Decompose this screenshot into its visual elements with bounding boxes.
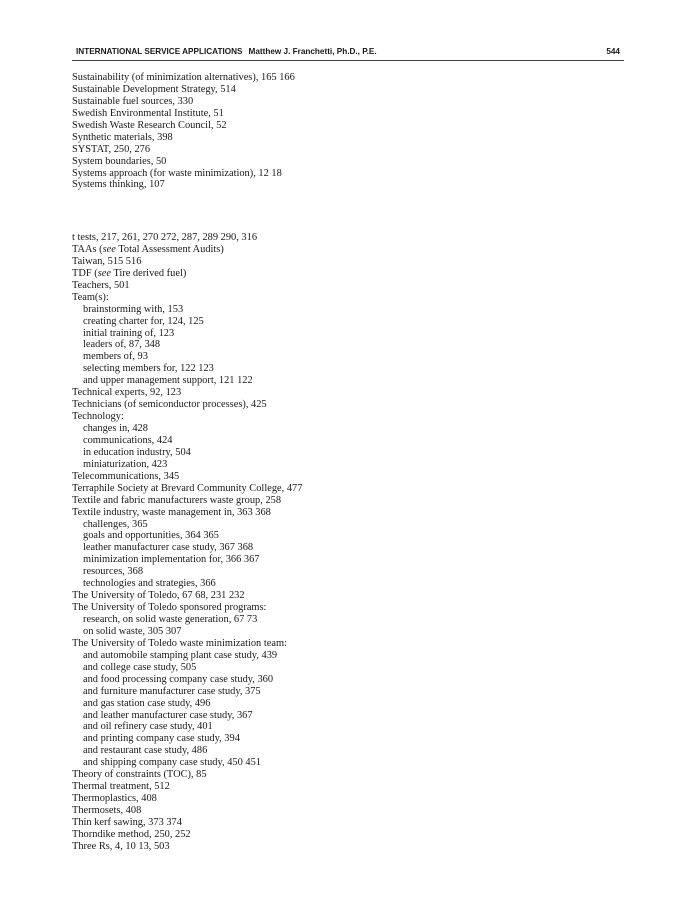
index-subentry: creating charter for, 124, 125 [83, 315, 204, 327]
index-entry: Thermosets, 408 [72, 805, 142, 816]
entry-text: TAAs ( [72, 243, 103, 255]
running-header [72, 44, 624, 61]
see-reference: see [97, 267, 111, 279]
index-subentry: and gas station case study, 496 [83, 697, 211, 709]
index-subentry: goals and opportunities, 364 365 [83, 530, 219, 542]
index-entry [72, 268, 632, 280]
index-subentry: research, on solid waste generation, 67 73 [83, 614, 258, 625]
index-entry: Sustainable fuel sources, 330 [72, 95, 194, 107]
index-subentry: and restaurant case study, 486 [83, 745, 208, 757]
index-subentry: initial training of, 123 [83, 327, 175, 339]
index-entry: Swedish Environmental Institute, 51 [72, 107, 224, 119]
index-subentry: changes in, 428 [83, 423, 148, 434]
index-entry: Terraphile Society at Brevard Community College, 477 [72, 482, 303, 494]
index-entry: Swedish Waste Research Council, 52 [72, 119, 227, 131]
index-entry: The University of Toledo waste minimization team: [72, 637, 287, 649]
index-entry: SYSTAT, 250, 276 [72, 143, 151, 155]
index-entry: Thermoplastics, 408 [72, 793, 157, 805]
index-subentry: and oil refinery case study, 401 [83, 721, 213, 733]
index-entry: Systems thinking, 107 [72, 179, 165, 191]
index-subentry: resources, 368 [83, 566, 144, 578]
index-subentry: miniaturization, 423 [83, 458, 168, 470]
index-subentry: in education industry, 504 [83, 446, 191, 458]
index-entry: The University of Toledo, 67 68, 231 232 [72, 590, 245, 602]
index-entry: Textile and fabric manufacturers waste group, 258 [72, 494, 282, 506]
index-subentry: minimization implementation for, 366 367 [83, 554, 260, 566]
index-entry: Teachers, 501 [72, 279, 130, 291]
index-subentry: and automobile stamping plant case study, 439 [83, 649, 278, 661]
index-entry: Technology: [72, 411, 124, 423]
entry-text: Tire derived fuel) [110, 267, 187, 279]
index-entry [72, 244, 632, 256]
index-entry: Sustainability (of minimization alternatives), 165 166 [72, 72, 295, 83]
index-subentry: leaders of, 87, 348 [83, 339, 161, 351]
index-entry: Thorndike method, 250, 252 [72, 828, 191, 840]
entry-text: TDF ( [72, 267, 98, 279]
index-subentry: and furniture manufacturer case study, 375 [83, 685, 261, 697]
index-entry: Thin kerf sawing, 373 374 [72, 816, 182, 828]
index-entry: Sustainable Development Strategy, 514 [72, 83, 236, 95]
page-number: 544 [606, 47, 620, 56]
index-subentry: leather manufacturer case study, 367 368 [83, 542, 254, 554]
index-entry: Telecommunications, 345 [72, 470, 180, 482]
index-subentry: and college case study, 505 [83, 661, 197, 673]
index-entry: Three Rs, 4, 10 13, 503 [72, 840, 170, 852]
index-subentry: communications, 424 [83, 434, 173, 446]
index-entry: The University of Toledo sponsored programs: [72, 602, 267, 614]
header-author: Matthew J. Franchetti, Ph.D., P.E. [248, 47, 377, 56]
index-entry: Technical experts, 92, 123 [72, 387, 182, 399]
index-entry: Technicians (of semiconductor processes), 425 [72, 399, 267, 411]
index-entry: Taiwan, 515 516 [72, 255, 142, 267]
index-entry: System boundaries, 50 [72, 155, 167, 167]
index-subentry: and leather manufacturer case study, 367 [83, 709, 253, 721]
index-subentry: and food processing company case study, 360 [83, 673, 274, 685]
index-subentry: and upper management support, 121 122 [83, 375, 253, 387]
index-subentry: technologies and strategies, 366 [83, 578, 216, 590]
index-subentry: members of, 93 [83, 351, 148, 363]
see-reference: see [102, 243, 116, 255]
index-subentry: on solid waste, 305 307 [83, 625, 182, 637]
index-entry: Systems approach (for waste minimization), 12 18 [72, 167, 282, 179]
index-entry: Team(s): [72, 291, 109, 303]
index-subentry: and printing company case study, 394 [83, 733, 240, 745]
index-entry: Theory of constraints (TOC), 85 [72, 769, 207, 781]
index-entry: Textile industry, waste management in, 363 368 [72, 506, 271, 518]
header-section: INTERNATIONAL SERVICE APPLICATIONS [76, 47, 243, 56]
header-title [76, 47, 377, 56]
index-entry: t tests, 217, 261, 270 272, 287, 289 290, 316 [72, 232, 258, 243]
index-entry: Thermal treatment, 512 [72, 781, 170, 793]
index-section-t [72, 232, 632, 853]
index-entry: Synthetic materials, 398 [72, 131, 173, 143]
index-section-s [72, 72, 632, 191]
index-subentry: challenges, 365 [83, 518, 148, 530]
index-subentry: and shipping company case study, 450 451 [83, 757, 261, 769]
index-subentry: selecting members for, 122 123 [83, 363, 214, 375]
index-subentry: brainstorming with, 153 [83, 303, 184, 315]
entry-text: Total Assessment Audits) [115, 243, 224, 255]
